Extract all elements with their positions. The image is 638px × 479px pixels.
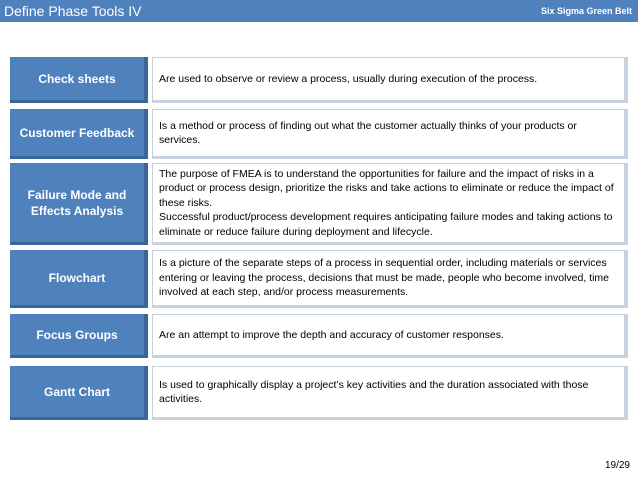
tool-row-focus-groups <box>10 314 628 358</box>
description-text: Are an attempt to improve the depth and accuracy of customer responses. <box>159 328 504 341</box>
tool-row-fmea <box>10 163 628 245</box>
tool-row-customer-feedback <box>10 109 628 159</box>
tool-label: Focus Groups <box>10 314 148 358</box>
description-text: Are used to observe or review a process, usually during execution of the process. <box>159 72 538 85</box>
tool-description <box>152 250 628 308</box>
page-number: 19/29 <box>604 460 630 471</box>
tool-label: Gantt Chart <box>10 366 148 420</box>
slide-header <box>0 0 638 22</box>
tool-description <box>152 109 628 159</box>
tool-description <box>152 366 628 420</box>
tool-description <box>152 57 628 103</box>
tool-row-flowchart <box>10 250 628 308</box>
tool-row-check-sheets <box>10 57 628 103</box>
description-text: Is a picture of the separate steps of a process in sequential order, including materials or services entering or leaving the process, decisions that must be made, people who become involved, time involved at each step, and/or process measurements. <box>159 257 610 299</box>
tool-row-gantt-chart <box>10 366 628 420</box>
description-text: Is a method or process of finding out what the customer actually thinks of your products or services. <box>159 119 577 146</box>
description-text: The purpose of FMEA is to understand the opportunities for failure and the impact of risks in a product or process design, prioritize the risks and take actions to eliminate or reduce the impact of these risks. <box>159 167 614 209</box>
tool-description <box>152 163 628 245</box>
tool-description <box>152 314 628 358</box>
tool-label: Check sheets <box>10 57 148 103</box>
tool-label: Flowchart <box>10 250 148 308</box>
description-text: Successful product/process development requires anticipating failure modes and taking actions to eliminate or reduce failure during deployment and lifecycle. <box>159 211 613 238</box>
slide-title: Define Phase Tools IV <box>4 3 142 19</box>
tool-label: Failure Mode and Effects Analysis <box>10 163 148 245</box>
brand-label: Six Sigma Green Belt <box>540 6 632 16</box>
tool-label: Customer Feedback <box>10 109 148 159</box>
description-text: Is used to graphically display a project’s key activities and the duration associated with those activities. <box>159 378 589 405</box>
